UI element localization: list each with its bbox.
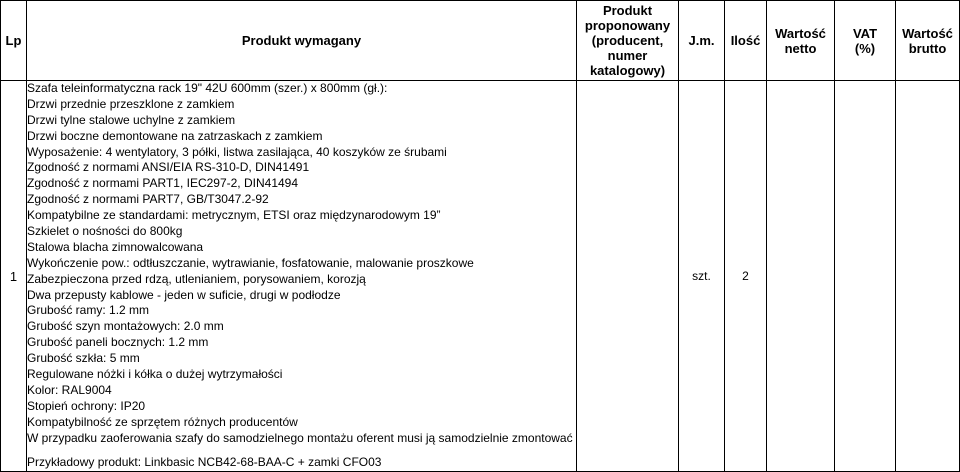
table-row [1, 81, 960, 472]
header-gross-value-line: brutto [908, 40, 947, 56]
description-line: Wyposażenie: 4 wentylatory, 3 półki, listwa zasilająca, 40 koszyków ze śrubami [27, 144, 447, 159]
description-line: Drzwi boczne demontowane na zatrzaskach z zamkiem [27, 128, 323, 143]
header-vat [835, 1, 896, 81]
header-lp: Lp [1, 1, 27, 81]
header-product-proposed-line: Produkt [602, 3, 653, 18]
header-vat-line: (%) [854, 40, 876, 56]
header-net-value [767, 1, 835, 81]
header-product-required: Produkt wymagany [27, 1, 577, 81]
row-description [27, 81, 577, 472]
row-unit: szt. [679, 81, 725, 472]
header-product-proposed-line: numer [607, 48, 648, 63]
row-vat-cell[interactable] [835, 81, 896, 472]
description-line: Drzwi tylne stalowe uchylne z zamkiem [27, 112, 236, 127]
description-line: Kolor: RAL9004 [27, 382, 112, 397]
description-line: Szkielet o nośności do 800kg [27, 224, 183, 239]
row-net-value-cell[interactable] [767, 81, 835, 472]
description-line: Dwa przepusty kablowe - jeden w suficie, drugi w podłodze [27, 287, 341, 302]
description-line: Stopień ochrony: IP20 [27, 398, 146, 413]
description-line: Kompatybilność ze sprzętem różnych producentów [27, 414, 298, 429]
row-product-proposed-cell[interactable] [577, 81, 679, 472]
description-line: Grubość szyn montażowych: 2.0 mm [27, 319, 224, 334]
header-gross-value-line: Wartość [902, 25, 953, 41]
description-line: Kompatybilne ze standardami: metrycznym, ETSI oraz międzynarodowym 19” [27, 208, 441, 223]
row-gross-value-cell[interactable] [896, 81, 960, 472]
header-gross-value [896, 1, 960, 81]
description-line: Zgodność z normami PART7, GB/T3047.2-92 [27, 192, 269, 207]
header-vat-line: VAT [852, 25, 878, 41]
header-net-value-line: Wartość [775, 25, 826, 41]
example-product: Przykładowy produkt: Linkbasic NCB42-68-BAA-C + zamki CFO03 [27, 455, 382, 470]
description-line: Grubość ramy: 1.2 mm [27, 303, 150, 318]
header-product-proposed-line: katalogowy) [589, 63, 666, 78]
description-line: Grubość paneli bocznych: 1.2 mm [27, 335, 209, 350]
row-lp: 1 [1, 81, 27, 472]
header-product-proposed-line: (producent, [591, 33, 664, 48]
description-line: Zgodność z normami PART1, IEC297-2, DIN41494 [27, 176, 299, 191]
header-row [1, 1, 960, 81]
header-product-proposed-line: proponowany [584, 18, 671, 33]
description-line: W przypadku zaoferowania szafy do samodzielnego montażu oferent musi ją samodzielnie zmontować [27, 430, 573, 445]
description-line: Stalowa blacha zimnowalcowana [27, 239, 204, 254]
header-product-proposed [577, 1, 679, 81]
description-line: Wykończenie pow.: odtłuszczanie, wytrawianie, fosfatowanie, malowanie proszkowe [27, 255, 474, 270]
description-line: Grubość szkła: 5 mm [27, 351, 140, 366]
header-unit: J.m. [679, 1, 725, 81]
description-line: Zgodność z normami ANSI/EIA RS-310-D, DIN41491 [27, 160, 310, 175]
row-quantity: 2 [725, 81, 767, 472]
header-quantity: Ilość [725, 1, 767, 81]
description-line: Drzwi przednie przeszklone z zamkiem [27, 96, 235, 111]
description-line: Zabezpieczona przed rdzą, utlenianiem, porysowaniem, korozją [27, 271, 366, 286]
header-net-value-line: netto [784, 40, 817, 56]
description-line: Szafa teleinformatyczna rack 19" 42U 600mm (szer.) x 800mm (gł.): [27, 81, 388, 95]
description-line: Regulowane nóżki i kółka o dużej wytrzymałości [27, 367, 283, 382]
